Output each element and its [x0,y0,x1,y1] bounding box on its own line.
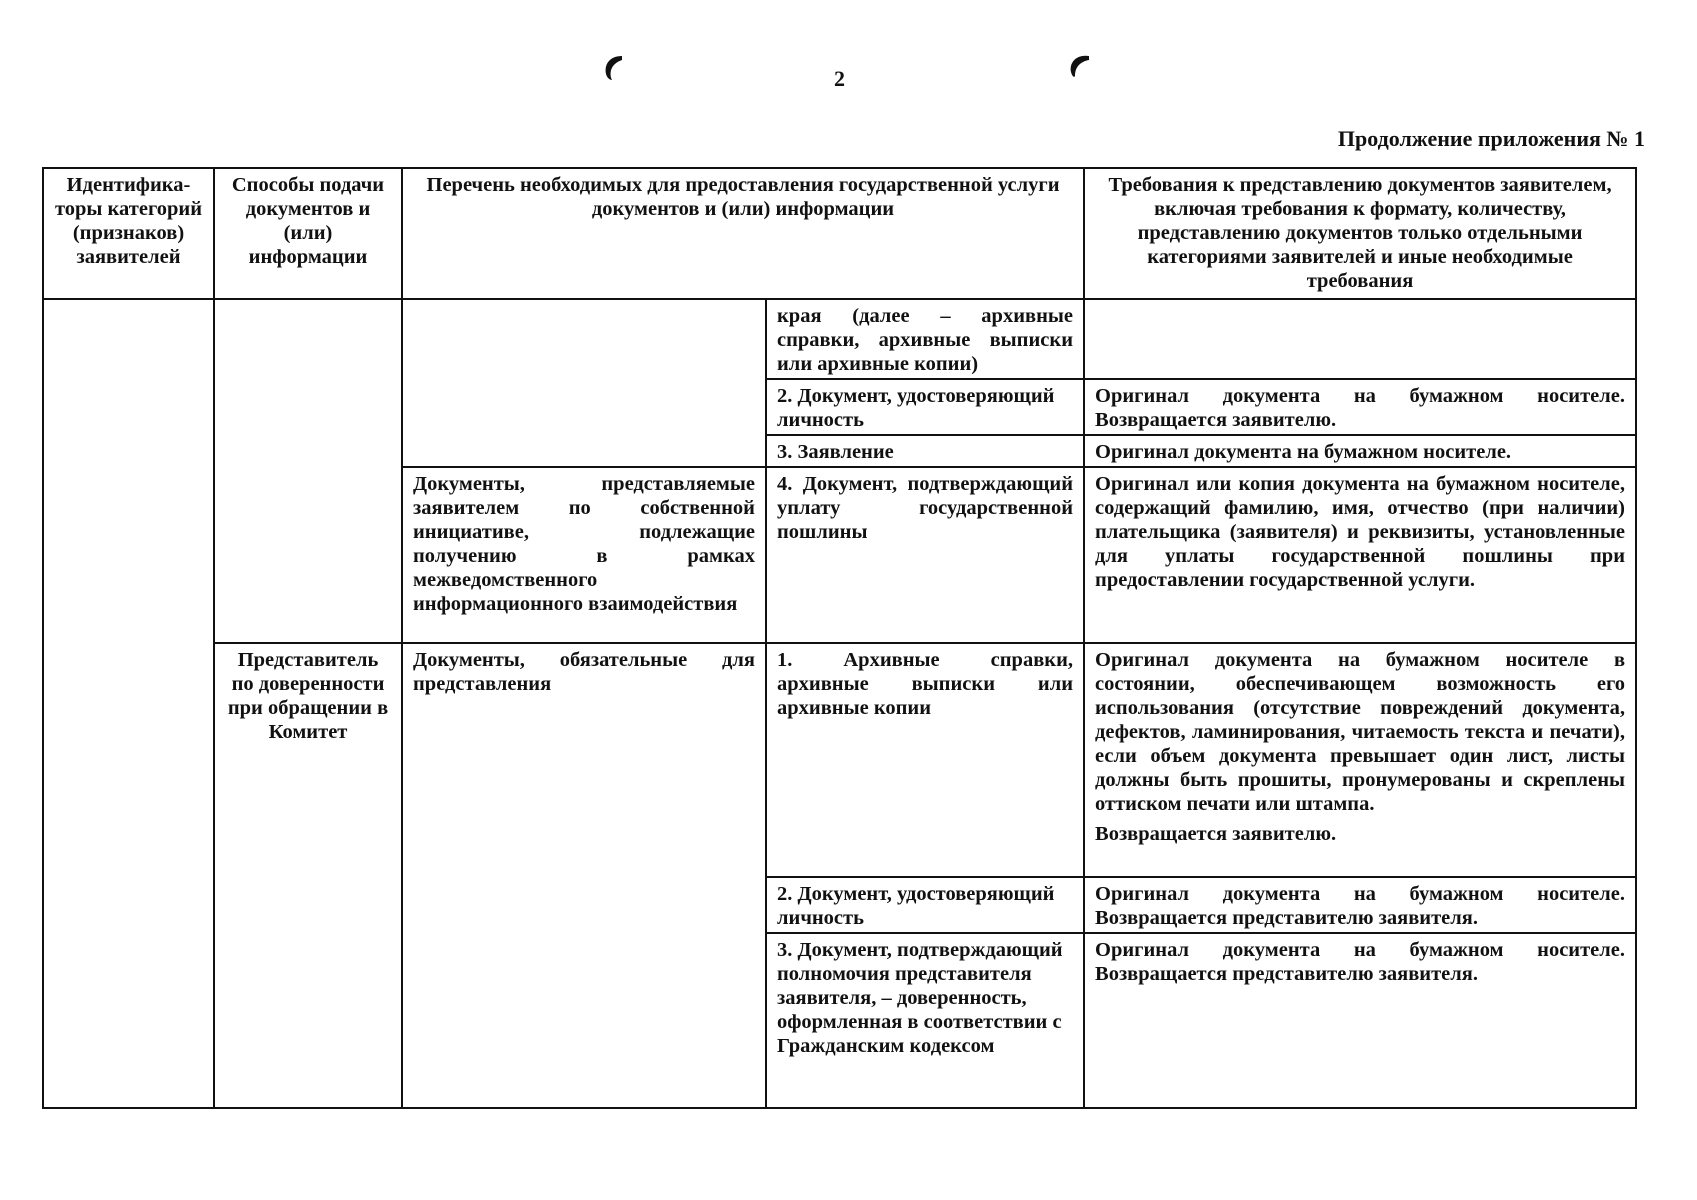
document-cell: 4. Документ, подтверждающий уплату государственной пошлины [766,467,1084,643]
page-number: 2 [834,66,845,91]
identifier-cell [43,299,214,1108]
table-header-row [43,168,1636,299]
requirement-text: Оригинал документа на бумажном носителе в состоянии, обеспечивающем возможность его использования (отсутствие повреждений документа, дефектов, ламинирования, читаемость текста и печати), если объем документа превышает один лист, листы должны быть прошиты, пронумерованы и скреплены оттиском печати или штампа. [1095,649,1626,815]
appendix-continuation-label: Продолжение приложения № 1 [1337,126,1645,151]
header-documents-list: Перечень необходимых для предоставления государственной услуги документов и (или) информации [402,168,1084,299]
header-submission-methods: Способы подачи документов и (или) информации [214,168,402,299]
table-row [43,299,1636,379]
document-cell: 3. Заявление [766,435,1084,467]
group-cell: Документы, обязательные для представления [402,643,766,1108]
requirement-cell: Оригинал документа на бумажном носителе. Возвращается заявителю. [1084,379,1636,435]
requirement-cell: Оригинал документа на бумажном носителе. [1084,435,1636,467]
document-cell: 2. Документ, удостоверяющий личность [766,877,1084,933]
documents-table [42,167,1637,1109]
requirement-note: Возвращается заявителю. [1095,823,1337,845]
document-cell: 2. Документ, удостоверяющий личность [766,379,1084,435]
group-cell [402,299,766,467]
method-cell [214,299,402,643]
group-cell: Документы, представляемые заявителем по собственной инициативе, подлежащие получению в рамках межведомственного информационного взаимодействия [402,467,766,643]
punch-hole-mark [1063,52,1093,82]
method-cell: Представитель по доверенности при обращении в Комитет [214,643,402,1108]
document-cell: 1. Архивные справки, архивные выписки или архивные копии [766,643,1084,877]
requirement-cell: Оригинал или копия документа на бумажном носителе, содержащий фамилию, имя, отчество (при наличии) плательщика (заявителя) и реквизиты, установленные для уплаты государственной пошлины при предоставлении государственной услуги. [1084,467,1636,643]
table-row [43,643,1636,877]
requirement-cell: Оригинал документа на бумажном носителе. Возвращается представителю заявителя. [1084,933,1636,1108]
header-requirements: Требования к представлению документов заявителем, включая требования к формату, количеству, представлению документов только отдельными категориями заявителей и иные необходимые требования [1084,168,1636,299]
header-applicant-identifiers: Идентифика-торы категорий (признаков) заявителей [43,168,214,299]
document-cell: края (далее – архивные справки, архивные выписки или архивные копии) [766,299,1084,379]
requirement-cell [1084,643,1636,877]
document-cell: 3. Документ, подтверждающий полномочия представителя заявителя, – доверенность, оформленная в соответствии с Гражданским кодексом [766,933,1084,1108]
requirement-cell: Оригинал документа на бумажном носителе. Возвращается представителю заявителя. [1084,877,1636,933]
punch-hole-mark [600,52,630,82]
requirement-cell [1084,299,1636,379]
